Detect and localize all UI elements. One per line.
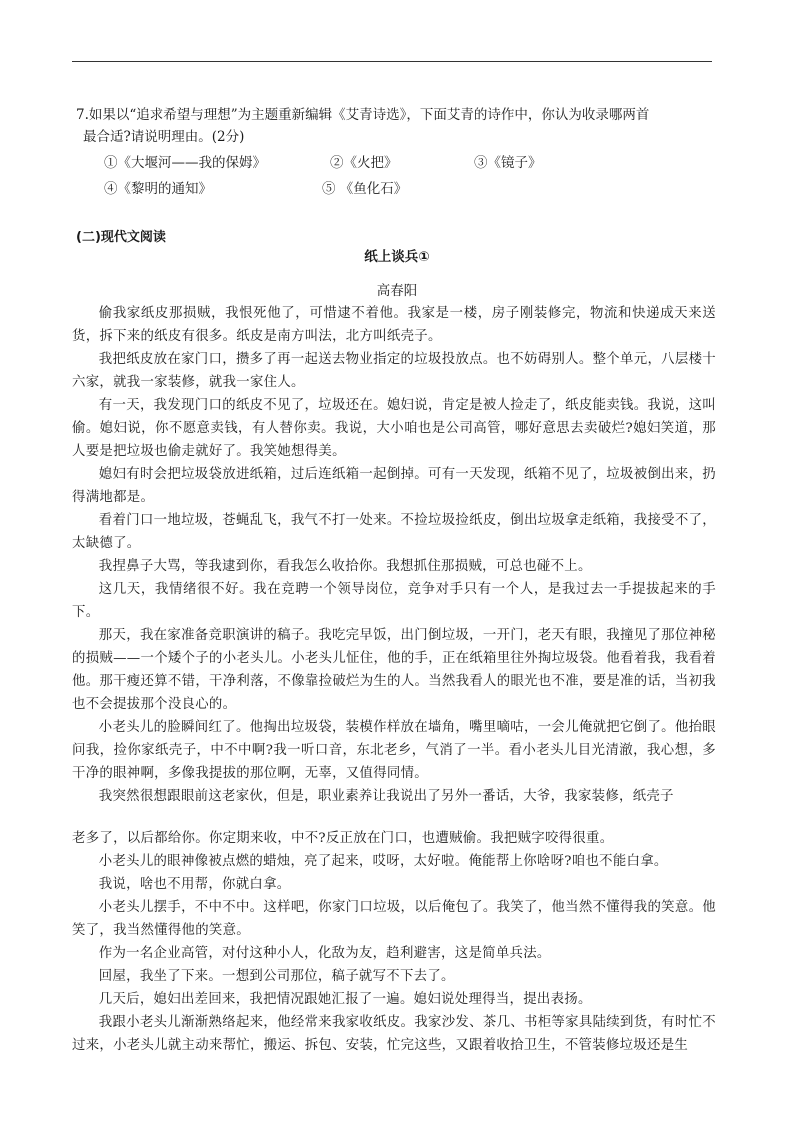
paragraph: 回屋，我坐了下来。一想到公司那位，稿子就写不下去了。 [98, 969, 455, 984]
option-3: ③《镜子》 [474, 155, 542, 171]
paragraph: 那天，我在家准备竞职演讲的稿子。我吃完早饭，出门倒垃圾，一开门，老天有眼，我撞见了那位神秘的损贼——一个矮个子的小老头儿。小老头儿怔住，他的手，正在纸箱里往外掏垃圾袋。他看着我，我看着他。那干瘦还算不错，干净利落，不像靠捡破烂为生的人。当然我看人的眼光也不准，要是准的话，当初我也不会提拔那个没良心的。 [72, 628, 716, 712]
paragraph: 我把纸皮放在家门口，攒多了再一起送去物业指定的垃圾投放点。也不妨碍别人。整个单元，八层楼十六家，就我一家装修，就我一家住人。 [72, 352, 716, 390]
article-body [72, 302, 716, 1057]
paragraph: 我说，啥也不用帮，你就白拿。 [98, 877, 291, 892]
paragraph: 几天后，媳妇出差回来，我把情况跟她汇报了一遍。媳妇说处理得当，提出表扬。 [98, 992, 592, 1007]
article-title: 纸上谈兵① [364, 249, 430, 265]
article-author: 高春阳 [376, 283, 418, 299]
option-5: ⑤ 《鱼化石》 [322, 181, 408, 197]
paragraph: 小老头儿的眼神像被点燃的蜡烛，亮了起来，哎呀，太好啦。俺能帮上你啥呀?咱也不能白拿。 [98, 854, 668, 869]
paragraph: 老多了，以后都给你。你定期来收，中不?反正放在门口，也遭贼偷。我把贼字咬得很重。 [72, 831, 614, 846]
paragraph: 小老头儿的脸瞬间红了。他掏出垃圾袋，装模作样放在墙角，嘴里嘀咕，一会儿俺就把它倒了。他抬眼问我，捡你家纸壳子，中不中啊?我一听口音，东北老乡，气消了一半。看小老头儿目光清澈，我心想，多干净的眼神啊，多像我提拔的那位啊，无辜，又值得同情。 [72, 720, 716, 781]
paragraph: 有一天，我发现门口的纸皮不见了，垃圾还在。媳妇说，肯定是被人捡走了，纸皮能卖钱。我说，这叫偷。媳妇说，你不愿意卖钱，有人替你卖。我说，大小咱也是公司高管，哪好意思去卖破烂?媳妇笑道，那人要是把垃圾也偷走就好了。我笑她想得美。 [72, 398, 716, 459]
question-7-line-2: 最合适?请说明理由。(2分) [83, 129, 245, 145]
paragraph: 我捏鼻子大骂，等我逮到你，看我怎么收拾你。我想抓住那损贼，可总也碰不上。 [98, 559, 592, 574]
paragraph: 偷我家纸皮那损贼，我恨死他了，可惜逮不着他。我家是一楼，房子刚装修完，物流和快递成天来送货，拆下来的纸皮有很多。纸皮是南方叫法，北方叫纸壳子。 [72, 306, 716, 344]
paragraph: 我突然很想跟眼前这老家伙，但是，职业素养让我说出了另外一番话，大爷，我家装修，纸壳子 [98, 789, 674, 804]
question-7 [76, 104, 712, 148]
paragraph: 媳妇有时会把垃圾袋放进纸箱，过后连纸箱一起倒掉。可有一天发现，纸箱不见了，垃圾被倒出来，扔得满地都是。 [72, 467, 716, 505]
paragraph: 我跟小老头儿渐渐熟络起来，他经常来我家收纸皮。我家沙发、茶几、书柜等家具陆续到货，有时忙不过来，小老头儿就主动来帮忙，搬运、拆包、安装，忙完这些，又跟着收拾卫生，不管装修垃圾还是生 [72, 1015, 716, 1053]
paragraph: 看着门口一地垃圾，苍蝇乱飞，我气不打一处来。不捡垃圾捡纸皮，倒出垃圾拿走纸箱，我接受不了，太缺德了。 [72, 513, 716, 551]
header-rule [72, 61, 712, 62]
option-4: ④《黎明的通知》 [104, 181, 212, 197]
paragraph: 这几天，我情绪很不好。我在竞聘一个领导岗位，竞争对手只有一个人，是我过去一手提拔起来的手下。 [72, 582, 716, 620]
paragraph: 作为一名企业高管，对付这种小人，化敌为友，趋利避害，这是简单兵法。 [98, 946, 551, 961]
section-title: (二)现代文阅读 [76, 230, 166, 245]
option-2: ②《火把》 [330, 155, 398, 171]
question-7-line-1: 7.如果以“追求希望与理想”为主题重新编辑《艾青诗选》，下面艾青的诗作中，你认为收录哪两首 [76, 107, 650, 123]
option-1: ①《大堰河——我的保姆》 [104, 155, 266, 171]
paragraph: 小老头儿摆手，不中不中。这样吧，你家门口垃圾，以后俺包了。我笑了，他当然不懂得我的笑意。他笑了，我当然懂得他的笑意。 [72, 900, 716, 938]
